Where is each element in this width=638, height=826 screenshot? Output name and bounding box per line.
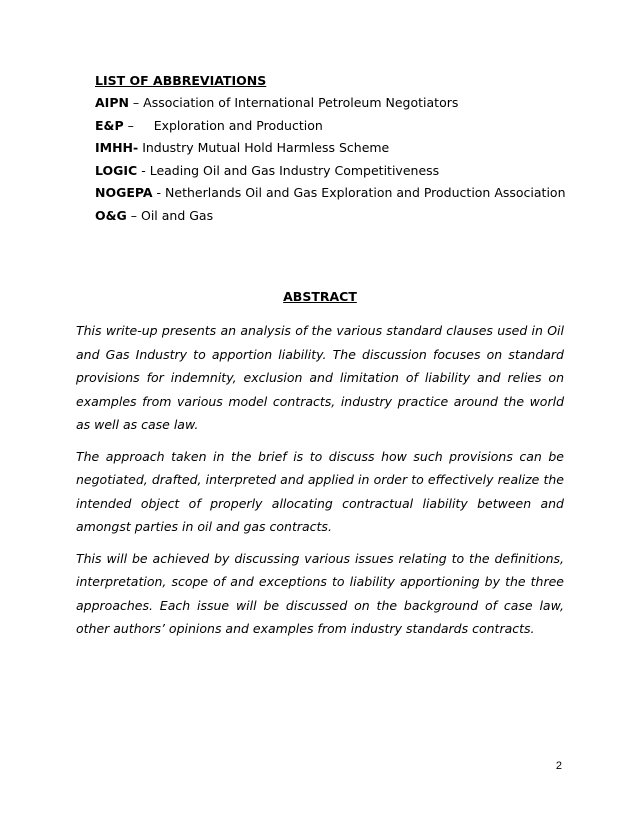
abbreviation-definition: Oil and Gas (141, 207, 214, 223)
abbreviation-term: E&P (95, 117, 124, 133)
abbreviation-separator: - (137, 162, 150, 178)
abbreviation-term: IMHH- (95, 140, 139, 156)
abbreviation-item-nogepa (95, 185, 595, 208)
abbreviation-definition: Exploration and Production (153, 117, 323, 133)
abbreviation-item-aipn (95, 95, 595, 118)
page-number: 2 (555, 760, 562, 772)
abbreviation-separator: - (152, 185, 166, 201)
abbreviation-item-og (95, 208, 595, 231)
abbreviation-term: AIPN (95, 95, 129, 110)
abstract-paragraph-3: This will be achieved by discussing various issues relating to the definitions, interpretation, scope of and exceptions to liability apportioning by the three approaches. Each issue will be discussed on the background of case law, other authors’ opinions and examples from industry standards contracts. (76, 550, 564, 636)
abstract-paragraph-2: The approach taken in the brief is to discuss how such provisions can be negotiated, drafted, interpreted and applied in order to effectively realize the intended object of properly allocating contractual liability between and amongst parties in oil and gas contracts. (76, 448, 564, 534)
abbreviation-definition: Association of International Petroleum Negotiators (143, 95, 459, 110)
abstract-heading: ABSTRACT (283, 289, 357, 304)
abbreviation-separator: – (123, 117, 154, 133)
abbreviation-definition: Netherlands Oil and Gas Exploration and Production Association (165, 185, 566, 201)
abbreviation-item-logic (95, 163, 595, 186)
abbreviation-term: LOGIC (95, 162, 138, 178)
abbreviations-section (95, 73, 595, 231)
abbreviations-heading: LIST OF ABBREVIATIONS (95, 73, 267, 88)
abbreviation-term: O&G (95, 207, 127, 223)
abbreviation-item-ep (95, 118, 595, 141)
abstract-paragraph-1: This write-up presents an analysis of the various standard clauses used in Oil and Gas Industry to apportion liability. The discussion focuses on standard provisions for indemnity, exclusion and limitation of liability and relies on examples from various model contracts, industry practice around the world as well as case law. (76, 323, 564, 432)
abbreviation-term: NOGEPA (95, 185, 153, 201)
abbreviation-definition: Industry Mutual Hold Harmless Scheme (142, 140, 390, 156)
abbreviation-separator: – (126, 207, 141, 223)
abstract-section (76, 289, 564, 649)
abbreviation-definition: Leading Oil and Gas Industry Competitiveness (149, 162, 440, 178)
abbreviation-separator: – (128, 95, 144, 110)
abbreviation-item-imhh (95, 140, 595, 163)
